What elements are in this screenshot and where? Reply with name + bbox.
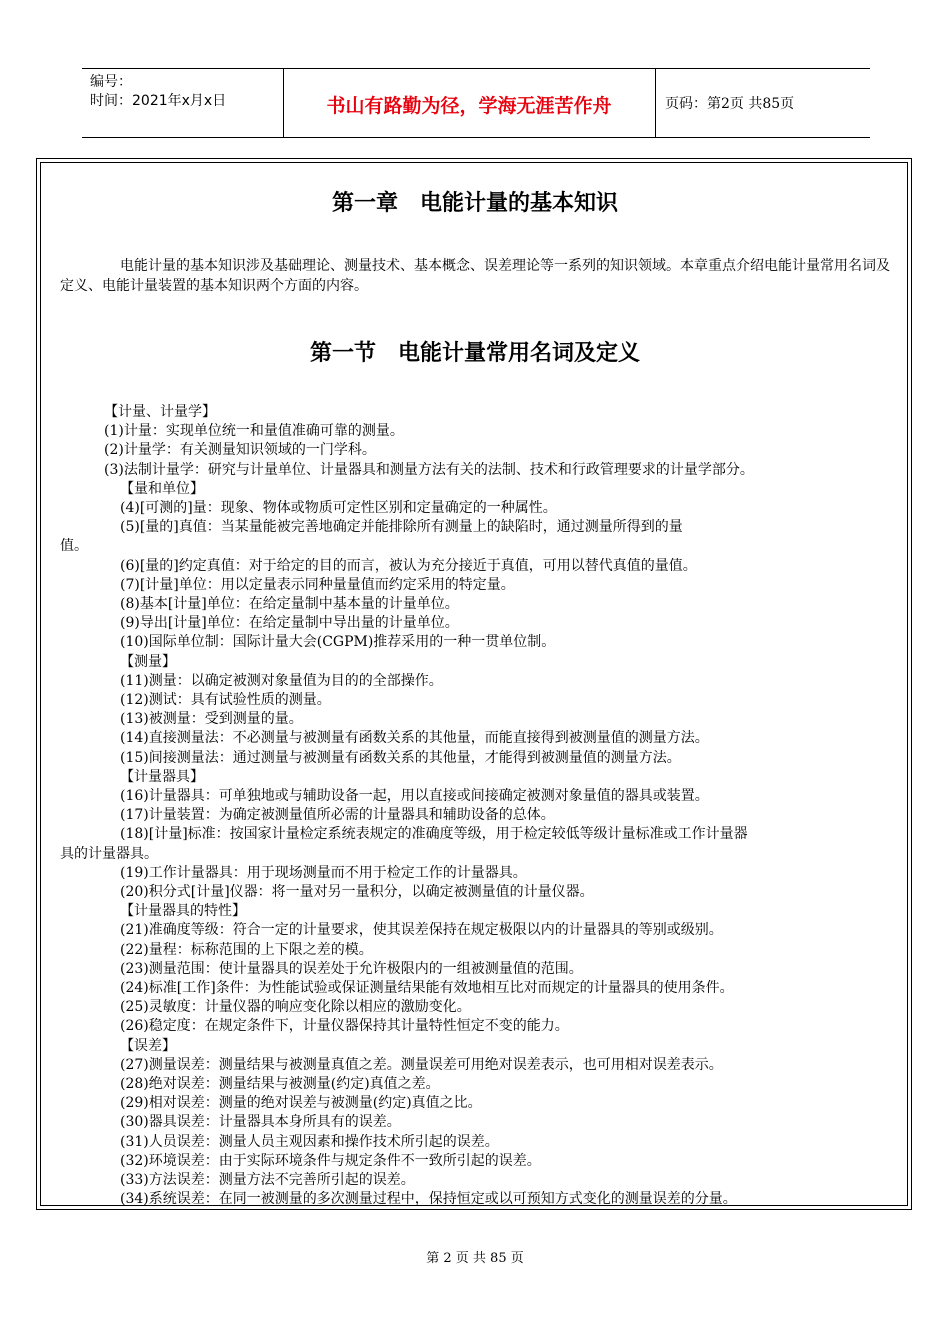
page-footer: 第 2 页 共 85 页 xyxy=(426,1251,524,1266)
header-meta xyxy=(90,73,280,111)
definition-line: (23)测量范围：使计量器具的误差处于允许极限内的一组被测量值的范围。 xyxy=(120,960,583,977)
date-label: 时间：2021年x月x日 xyxy=(90,93,227,109)
definition-line: (17)计量装置：为确定被测量值所必需的计量器具和辅助设备的总体。 xyxy=(120,807,555,824)
definition-line: (7)[计量]单位：用以定量表示同种量量值而约定采用的特定量。 xyxy=(120,576,515,593)
definition-line: (3)法制计量学：研究与计量单位、计量器具和测量方法有关的法制、技术和行政管理要求的计量学部分。 xyxy=(104,461,754,478)
definition-line: (33)方法误差：测量方法不完善所引起的误差。 xyxy=(120,1172,415,1188)
definition-line: 值。 xyxy=(60,538,88,555)
definition-line: (15)间接测量法：通过测量与被测量有函数关系的其他量，才能得到被测量值的测量方法。 xyxy=(120,749,681,766)
definition-line: (29)相对误差：测量的绝对误差与被测量(约定)真值之比。 xyxy=(120,1095,482,1112)
chapter-title: 第一章 电能计量的基本知识 xyxy=(331,191,618,216)
definition-line: (2)计量学：有关测量知识领域的一门学科。 xyxy=(104,442,376,459)
definition-line: (10)国际单位制：国际计量大会(CGPM)推荐采用的一种一贯单位制。 xyxy=(120,634,556,651)
header-motto: 书山有路勤为径，学海无涯苦作舟 xyxy=(326,95,612,117)
definition-line: (16)计量器具：可单独地或与辅助设备一起，用以直接或间接确定被测对象量值的器具或装置。 xyxy=(120,788,709,804)
section-title: 第一节 电能计量常用名词及定义 xyxy=(309,341,640,366)
page-info: 页码：第2页 共85页 xyxy=(665,96,795,112)
definition-line: 具的计量器具。 xyxy=(60,845,158,862)
definition-line: (4)[可测的]量：现象、物体或物质可定性区别和定量确定的一种属性。 xyxy=(120,500,557,516)
number-label: 编号： xyxy=(90,74,132,90)
definition-line: (27)测量误差：测量结果与被测量真值之差。测量误差可用绝对误差表示，也可用相对误差表示。 xyxy=(120,1056,723,1073)
definition-line: (20)积分式[计量]仪器：将一量对另一量积分，以确定被测量值的计量仪器。 xyxy=(120,884,594,900)
definition-line: (30)器具误差：计量器具本身所具有的误差。 xyxy=(120,1114,401,1131)
category-heading: 【计量器具的特性】 xyxy=(120,903,246,920)
definition-line: (12)测试：具有试验性质的测量。 xyxy=(120,692,331,708)
category-heading: 【误差】 xyxy=(120,1037,176,1054)
page-header xyxy=(82,68,870,138)
definition-line: (31)人员误差：测量人员主观因素和操作技术所引起的误差。 xyxy=(120,1133,499,1150)
definition-line: (8)基本[计量]单位：在给定量制中基本量的计量单位。 xyxy=(120,596,459,612)
definition-line: (24)标准[工作]条件：为性能试验或保证测量结果能有效地相互比对而规定的计量器具的使用条件。 xyxy=(120,980,734,996)
category-heading: 【测量】 xyxy=(120,653,176,670)
definition-line: (5)[量的]真值：当某量能被完善地确定并能排除所有测量上的缺陷时，通过测量所得到的量 xyxy=(120,519,683,536)
definition-line: (21)准确度等级：符合一定的计量要求，使其误差保持在规定极限以内的计量器具的等别或级别。 xyxy=(120,922,723,939)
definition-line: (22)量程：标称范围的上下限之差的模。 xyxy=(120,941,373,958)
definition-line: (25)灵敏度：计量仪器的响应变化除以相应的激励变化。 xyxy=(120,999,471,1016)
definition-line: (28)绝对误差：测量结果与被测量(约定)真值之差。 xyxy=(120,1076,440,1092)
definition-line: (9)导出[计量]单位：在给定量制中导出量的计量单位。 xyxy=(120,615,459,632)
header-divider xyxy=(655,69,656,137)
category-heading: 【量和单位】 xyxy=(120,480,204,497)
definition-line: (26)稳定度：在规定条件下，计量仪器保持其计量特性恒定不变的能力。 xyxy=(120,1018,569,1035)
definition-line: (1)计量：实现单位统一和量值准确可靠的测量。 xyxy=(104,423,404,440)
category-heading: 【计量、计量学】 xyxy=(104,404,216,420)
definition-line: (34)系统误差：在同一被测量的多次测量过程中，保持恒定或以可预知方式变化的测量误差的分量。 xyxy=(120,1191,737,1208)
definition-line: (32)环境误差：由于实际环境条件与规定条件不一致所引起的误差。 xyxy=(120,1152,541,1169)
intro-paragraph: 电能计量的基本知识涉及基础理论、测量技术、基本概念、误差理论等一系列的知识领域。本章重点介绍电能计量常用名词及定义、电能计量装置的基本知识两个方面的内容。 xyxy=(60,258,890,294)
category-heading: 【计量器具】 xyxy=(120,768,204,785)
definition-line: (11)测量：以确定被测对象量值为目的的全部操作。 xyxy=(120,672,443,689)
definition-line: (19)工作计量器具：用于现场测量而不用于检定工作的计量器具。 xyxy=(120,864,527,881)
definition-line: (13)被测量：受到测量的量。 xyxy=(120,711,303,728)
definition-line: (18)[计量]标准：按国家计量检定系统表规定的准确度等级，用于检定较低等级计量标准或工作计量器 xyxy=(120,826,748,843)
definition-line: (6)[量的]约定真值：对于给定的目的而言，被认为充分接近于真值，可用以替代真值的量值。 xyxy=(120,557,697,574)
definition-line: (14)直接测量法：不必测量与被测量有函数关系的其他量，而能直接得到被测量值的测量方法。 xyxy=(120,730,709,747)
